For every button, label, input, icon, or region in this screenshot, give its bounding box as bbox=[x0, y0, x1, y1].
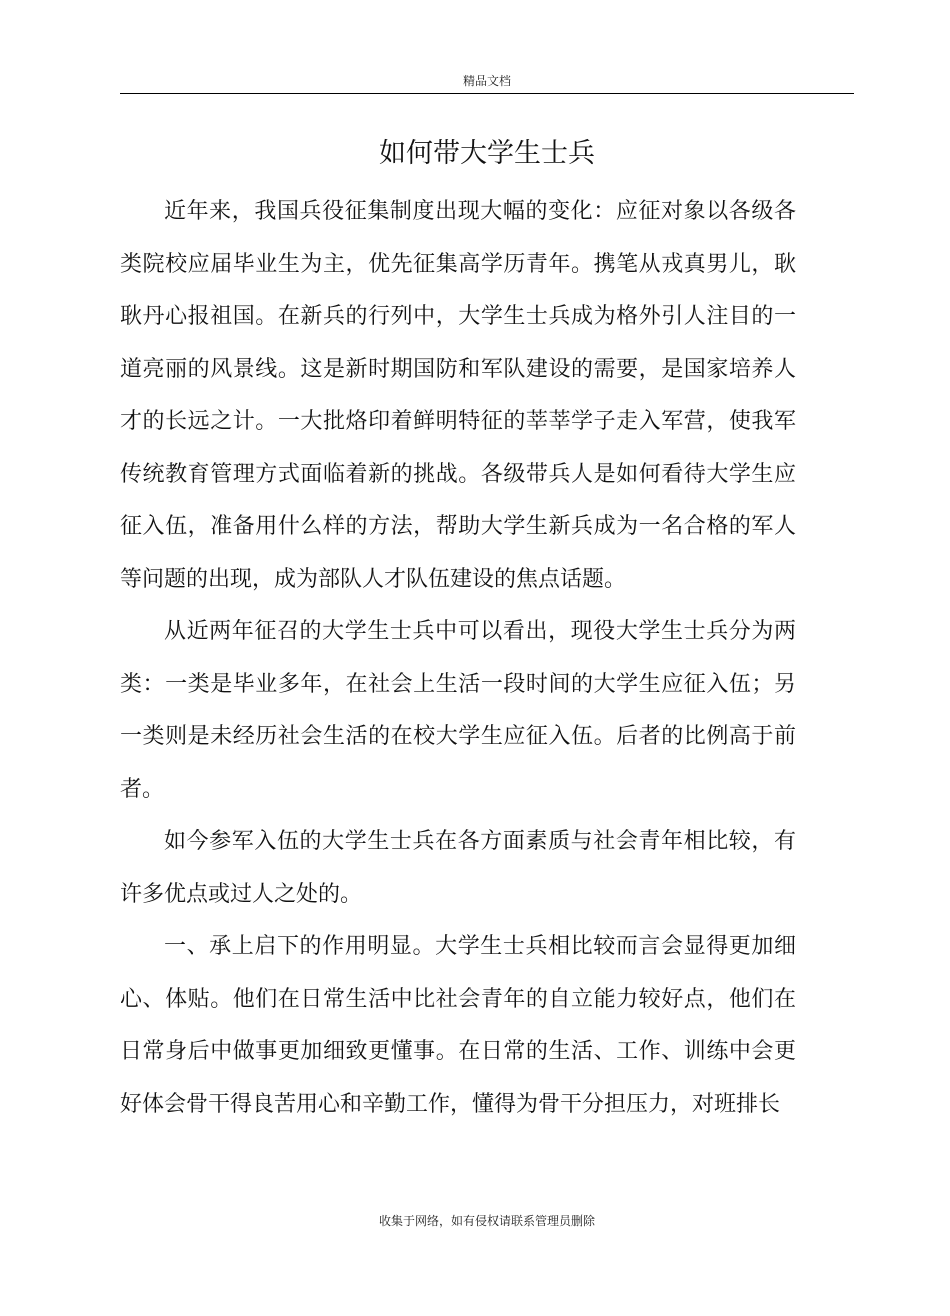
document-body bbox=[120, 186, 796, 1131]
page-header: 精品文档 bbox=[462, 74, 511, 88]
paragraph-advantages: 如今参军入伍的大学生士兵在各方面素质与社会青年相比较，有许多优点或过人之处的。 bbox=[120, 829, 796, 907]
header-divider bbox=[120, 93, 854, 94]
paragraph-intro: 近年来，我国兵役征集制度出现大幅的变化：应征对象以各级各类院校应届毕业生为主，优先征集高学历青年。携笔从戎真男儿，耿耿丹心报祖国。在新兵的行列中，大学生士兵成为格外引人注目的一道亮丽的风景线。这是新时期国防和军队建设的需要，是国家培养人才的长远之计。一大批烙印着鲜明特征的莘莘学子走入军营，使我军传统教育管理方式面临着新的挑战。各级带兵人是如何看待大学生应征入伍，准备用什么样的方法，帮助大学生新兵成为一名合格的军人等问题的出现，成为部队人才队伍建设的焦点话题。 bbox=[120, 199, 796, 592]
document-title: 如何带大学生士兵 bbox=[379, 138, 595, 169]
page-footer: 收集于网络，如有侵权请联系管理员删除 bbox=[378, 1214, 595, 1228]
paragraph-two-types: 从近两年征召的大学生士兵中可以看出，现役大学生士兵分为两类：一类是毕业多年，在社会上生活一段时间的大学生应征入伍；另一类则是未经历社会生活的在校大学生应征入伍。后者的比例高于前者。 bbox=[120, 619, 796, 802]
paragraph-point-one: 一、承上启下的作用明显。大学生士兵相比较而言会显得更加细心、体贴。他们在日常生活中比社会青年的自立能力较好点，他们在日常身后中做事更加细致更懂事。在日常的生活、工作、训练中会更好体会骨干得良苦用心和辛勤工作，懂得为骨干分担压力，对班排长 bbox=[120, 934, 796, 1117]
